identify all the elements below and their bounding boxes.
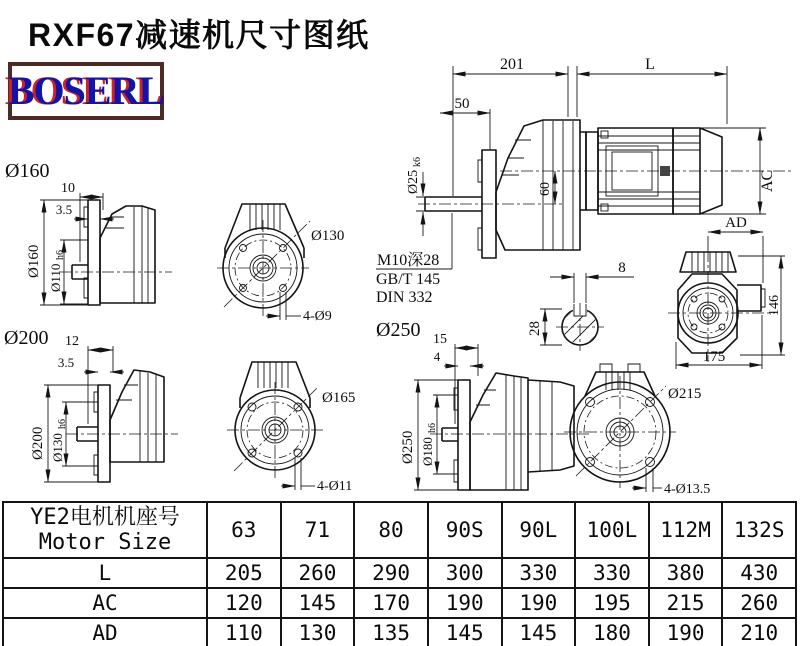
- row-label-L: L: [3, 558, 207, 588]
- dim-3_5: 3.5: [55, 202, 73, 217]
- value-cell: 190: [649, 618, 723, 646]
- holes-4d11: 4-Ø11: [317, 479, 353, 494]
- svg-text:k6: k6: [412, 157, 423, 167]
- value-cell: 430: [722, 558, 796, 588]
- value-cell: 145: [428, 618, 502, 646]
- holes-4d9: 4-Ø9: [303, 309, 332, 324]
- value-cell: 330: [502, 558, 576, 588]
- dim-146: 146: [767, 295, 782, 316]
- table-row-AC: [3, 588, 796, 618]
- value-cell: 180: [575, 618, 649, 646]
- note-gbt: GB/T 145: [376, 271, 441, 288]
- svg-text:h6: h6: [427, 423, 438, 433]
- flange160-side-view: [5, 160, 172, 305]
- flange200-side-view: [4, 327, 178, 482]
- flange160-label: Ø160: [5, 160, 50, 182]
- dim-d250: Ø250: [400, 430, 416, 464]
- svg-text:Ø110: Ø110: [48, 263, 63, 292]
- row-label-AC: AC: [3, 588, 207, 618]
- dim-d160: Ø160: [26, 244, 42, 278]
- value-cell: 260: [722, 588, 796, 618]
- value-cell: 190: [428, 588, 502, 618]
- side-view-drawing: [418, 120, 792, 258]
- svg-text:h6: h6: [55, 250, 66, 260]
- dim-10: 10: [61, 181, 75, 196]
- dim-50: 50: [454, 96, 470, 112]
- note-din: DIN 332: [376, 289, 433, 306]
- svg-text:Ø180: Ø180: [420, 437, 435, 466]
- value-cell: 330: [575, 558, 649, 588]
- brand-logo-text: BOSERL: [7, 68, 165, 113]
- front-view-right: [668, 215, 785, 369]
- header-en: Motor Size: [38, 530, 172, 555]
- front-view-130: [217, 204, 344, 324]
- table-row-AD: [3, 618, 796, 646]
- dim-d180h6: [420, 423, 438, 466]
- front-view-215: [564, 364, 710, 497]
- value-cell: 195: [575, 588, 649, 618]
- dim-201: 201: [500, 56, 524, 73]
- value-cell: 110: [207, 618, 281, 646]
- front-view-165: [227, 362, 355, 494]
- flange250-label: Ø250: [376, 319, 421, 341]
- value-cell: 135: [354, 618, 428, 646]
- col-header-71: 71: [281, 502, 355, 558]
- table-row-L: [3, 558, 796, 588]
- dim-12: 12: [65, 334, 79, 349]
- col-header-132S: 132S: [722, 502, 796, 558]
- header-cn: YE2电机机座号: [30, 505, 180, 530]
- dim-L: L: [645, 56, 655, 73]
- value-cell: 210: [722, 618, 796, 646]
- dim-d110h6: [48, 250, 66, 292]
- dim-d165: Ø165: [322, 390, 356, 406]
- col-header-112M: 112M: [649, 502, 723, 558]
- value-cell: 130: [281, 618, 355, 646]
- value-cell: 260: [281, 558, 355, 588]
- col-header-100L: 100L: [575, 502, 649, 558]
- svg-text:Ø25: Ø25: [406, 169, 421, 194]
- dim-4: 4: [433, 349, 441, 364]
- value-cell: 205: [207, 558, 281, 588]
- dim-d130: Ø130: [311, 228, 345, 244]
- table-header-cell: [3, 502, 207, 558]
- dim-d130h6: [50, 419, 68, 462]
- col-header-63: 63: [207, 502, 281, 558]
- dim-d215: Ø215: [668, 386, 702, 402]
- dim-15: 15: [433, 332, 447, 347]
- flange200-label: Ø200: [4, 327, 49, 349]
- svg-text:Ø130: Ø130: [50, 433, 65, 462]
- col-header-90S: 90S: [428, 502, 502, 558]
- shaft-key-section: [527, 260, 634, 359]
- note-thread: M10深28: [377, 252, 440, 269]
- page-title: RXF67减速机尺寸图纸: [28, 17, 370, 53]
- col-header-90L: 90L: [502, 502, 576, 558]
- table-header-row: [3, 502, 796, 558]
- dim-axis-offset-60: 60: [538, 182, 553, 196]
- dim-key-8: 8: [618, 260, 626, 276]
- col-header-80: 80: [354, 502, 428, 558]
- dim-AD: AD: [725, 215, 747, 231]
- dim-175: 175: [702, 349, 726, 365]
- value-cell: 290: [354, 558, 428, 588]
- value-cell: 190: [502, 588, 576, 618]
- svg-text:h6: h6: [57, 419, 68, 429]
- value-cell: 300: [428, 558, 502, 588]
- dim-3_5b: 3.5: [57, 355, 75, 370]
- holes-4d13_5: 4-Ø13.5: [664, 482, 711, 497]
- value-cell: 120: [207, 588, 281, 618]
- value-cell: 380: [649, 558, 723, 588]
- value-cell: 215: [649, 588, 723, 618]
- dim-28: 28: [527, 321, 543, 336]
- row-label-AD: AD: [3, 618, 207, 646]
- dim-AC: AC: [759, 169, 776, 192]
- value-cell: 145: [281, 588, 355, 618]
- dim-d200: Ø200: [30, 426, 46, 460]
- value-cell: 170: [354, 588, 428, 618]
- value-cell: 145: [502, 618, 576, 646]
- motor-size-table: [2, 501, 797, 646]
- dim-shaft-dia: [406, 157, 423, 194]
